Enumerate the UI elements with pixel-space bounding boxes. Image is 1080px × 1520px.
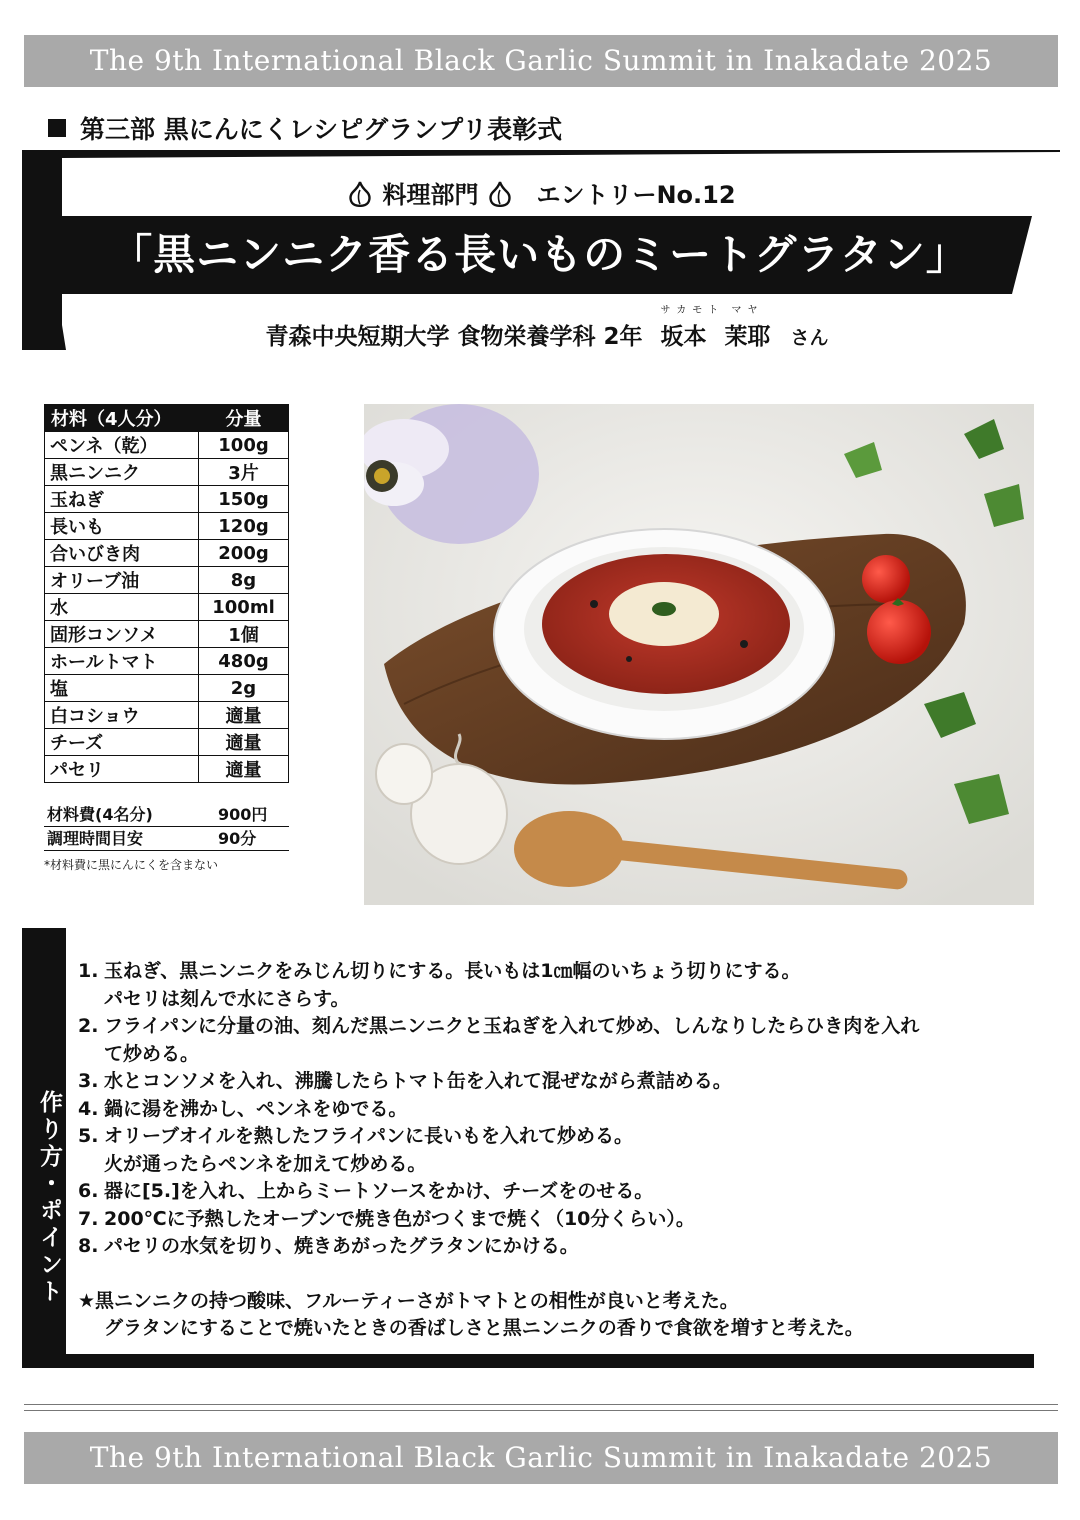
ingredient-amount: 適量 — [199, 729, 289, 756]
table-row — [45, 594, 289, 621]
author-family-name: 坂本 — [660, 324, 707, 350]
cook-time-label: 調理時間目安 — [47, 829, 144, 848]
table-row — [45, 702, 289, 729]
ingredient-name: 長いも — [45, 513, 199, 540]
title-block — [22, 150, 1060, 350]
step-text: フライパンに分量の油、刻んだ黒ニンニクと玉ねぎを入れて炒め、しんなりしたらひき肉を入れ — [104, 1015, 920, 1037]
given-name-ruby: マヤ — [731, 305, 764, 316]
ingredient-amount: 100g — [199, 432, 289, 459]
table-row — [45, 513, 289, 540]
ingredient-amount: 3片 — [199, 459, 289, 486]
top-banner: The 9th International Black Garlic Summit in Inakadate 2025 — [24, 35, 1058, 87]
family-name-ruby: サカモト — [660, 305, 725, 316]
category-line — [82, 175, 992, 210]
section-heading — [48, 110, 562, 146]
ingredient-name: チーズ — [45, 729, 199, 756]
step-text: オリーブオイルを熱したフライパンに長いもを入れて炒める。 — [104, 1125, 633, 1147]
list-item — [78, 1068, 1028, 1096]
bottom-banner: The 9th International Black Garlic Summit in Inakadate 2025 — [24, 1432, 1058, 1484]
table-row — [45, 729, 289, 756]
list-item — [78, 1123, 1028, 1178]
table-row — [45, 486, 289, 513]
recipe-title: 「黒ニンニク香る長いものミートグラタン」 — [110, 230, 969, 279]
material-cost-label: 材料費(4名分) — [47, 805, 153, 824]
table-row — [45, 648, 289, 675]
table-row — [45, 540, 289, 567]
table-row — [45, 621, 289, 648]
method-bottom-bar — [22, 1354, 1034, 1368]
ingredient-amount: 200g — [199, 540, 289, 567]
step-text-cont: て炒める。 — [104, 1042, 200, 1065]
step-number: 7. — [78, 1207, 99, 1230]
dish-photo — [364, 404, 1034, 905]
list-item — [78, 958, 1028, 1013]
ingredient-amount: 適量 — [199, 756, 289, 783]
cook-time-row — [44, 827, 289, 851]
list-item — [78, 1206, 1028, 1234]
author-school: 青森中央短期大学 食物栄養学科 2年 — [265, 324, 643, 350]
garlic-icon — [348, 181, 372, 207]
ingredient-amount: 8g — [199, 567, 289, 594]
cost-note: *材料費に黒にんにくを含まない — [44, 858, 219, 872]
ingredient-name: 水 — [45, 594, 199, 621]
list-item — [78, 1096, 1028, 1124]
section-heading-text: 第三部 黒にんにくレシピグランプリ表彰式 — [80, 115, 563, 144]
table-row — [45, 567, 289, 594]
cook-time-value: 90分 — [218, 829, 257, 848]
category-label: 料理部門 — [382, 181, 479, 209]
step-number: 3. — [78, 1070, 99, 1092]
ingredients-header-amount: 分量 — [199, 405, 289, 432]
ingredient-name: 塩 — [45, 675, 199, 702]
ingredient-name: パセリ — [45, 756, 199, 783]
ingredients-table — [44, 404, 289, 783]
square-bullet-icon — [48, 119, 66, 137]
ingredient-amount: 150g — [199, 486, 289, 513]
ingredient-amount: 2g — [199, 675, 289, 702]
ingredient-name: 玉ねぎ — [45, 486, 199, 513]
step-number: 2. — [78, 1015, 99, 1037]
list-item — [78, 1178, 1028, 1206]
author-given-name: 茉耶 — [724, 324, 771, 350]
step-number: 1. — [78, 960, 99, 982]
entry-number: エントリーNo.12 — [536, 181, 736, 209]
ingredients-header-row — [45, 405, 289, 432]
ingredient-amount: 100ml — [199, 594, 289, 621]
ingredient-amount: 120g — [199, 513, 289, 540]
step-text-cont: パセリは刻んで水にさらす。 — [104, 987, 350, 1010]
list-item — [78, 1233, 1028, 1261]
author-given-name-group — [724, 305, 771, 351]
ingredient-name: オリーブ油 — [45, 567, 199, 594]
step-number: 5. — [78, 1125, 99, 1147]
table-row — [45, 459, 289, 486]
ingredient-amount: 480g — [199, 648, 289, 675]
step-text: 玉ねぎ、黒ニンニクをみじん切りにする。長いもは1㎝幅のいちょう切りにする。 — [104, 960, 801, 982]
list-item — [78, 1013, 1028, 1068]
step-text-cont: 火が通ったらペンネを加えて炒める。 — [104, 1152, 427, 1175]
ingredient-amount: 適量 — [199, 702, 289, 729]
step-text: 水とコンソメを入れ、沸騰したらトマト缶を入れて混ぜながら煮詰める。 — [104, 1070, 732, 1092]
table-row — [45, 756, 289, 783]
gratin-photo-illustration — [364, 404, 1034, 905]
step-text: 200℃に予熱したオーブンで焼き色がつくまで焼く（10分くらい）。 — [104, 1207, 695, 1230]
method-steps — [78, 958, 1028, 1343]
ingredient-name: 合いびき肉 — [45, 540, 199, 567]
ingredient-name: 固形コンソメ — [45, 621, 199, 648]
ingredient-name: 黒ニンニク — [45, 459, 199, 486]
step-text: 鍋に湯を沸かし、ペンネをゆでる。 — [104, 1097, 408, 1120]
divider — [24, 1404, 1058, 1405]
point-line-1: ★黒ニンニクの持つ酸味、フルーティーさがトマトとの相性が良いと考えた。 — [78, 1289, 739, 1312]
table-row — [45, 432, 289, 459]
point-note — [78, 1288, 1028, 1343]
step-number: 4. — [78, 1097, 99, 1120]
step-number: 8. — [78, 1235, 99, 1257]
material-cost-row — [44, 803, 289, 827]
author-honorific: さん — [790, 327, 829, 349]
point-line-2: グラタンにすることで焼いたときの香ばしさと黒ニンニクの香りで食欲を増すと考えた。 — [104, 1317, 864, 1339]
method-side-label: 作り方・ポイント — [22, 928, 66, 1368]
author-family-name-group — [660, 305, 725, 351]
author-line — [82, 305, 1012, 351]
ingredient-name: 白コショウ — [45, 702, 199, 729]
step-text: 器に[5.]を入れ、上からミートソースをかけ、チーズをのせる。 — [104, 1180, 654, 1202]
method-section — [22, 928, 1034, 1368]
material-cost-value: 900円 — [218, 805, 268, 824]
ingredient-amount: 1個 — [199, 621, 289, 648]
ingredients-header-name: 材料（4人分） — [45, 405, 199, 432]
divider — [24, 1410, 1058, 1411]
cost-summary — [44, 803, 289, 873]
step-number: 6. — [78, 1180, 99, 1202]
table-row — [45, 675, 289, 702]
ingredient-name: ペンネ（乾） — [45, 432, 199, 459]
ingredient-name: ホールトマト — [45, 648, 199, 675]
garlic-icon — [488, 181, 512, 207]
step-text: パセリの水気を切り、焼きあがったグラタンにかける。 — [104, 1235, 579, 1257]
